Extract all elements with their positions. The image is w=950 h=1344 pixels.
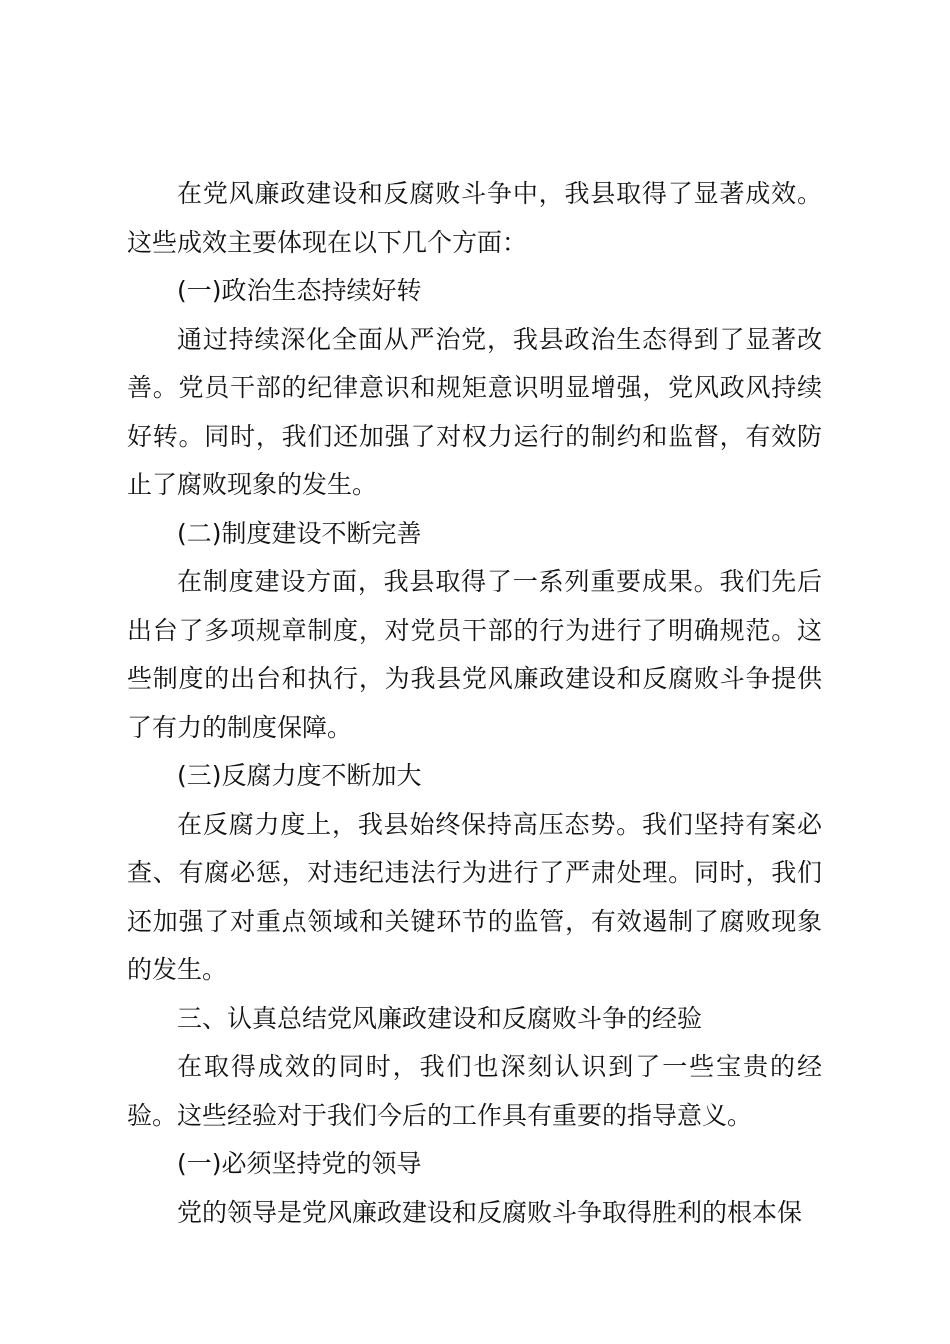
- section-heading: (一)政治生态持续好转: [177, 276, 422, 305]
- section-heading: (二)制度建设不断完善: [177, 518, 422, 548]
- body-paragraph: 党的领导是党风廉政建设和反腐败斗争取得胜利的根本保: [177, 1197, 803, 1227]
- section-heading: (一)必须坚持党的领导: [177, 1149, 422, 1178]
- body-paragraph: 在反腐力度上，我县始终保持高压态势。我们坚持有案必查、有腐必惩，对违纪违法行为进行了严肃处理。同时，我们还加强了对重点领域和关键环节的监管，有效遏制了腐败现象的发生。: [127, 809, 822, 984]
- body-paragraph: 在党风廉政建设和反腐败斗争中，我县取得了显著成效。这些成效主要体现在以下几个方面：: [127, 179, 822, 257]
- body-paragraph: 通过持续深化全面从严治党，我县政治生态得到了显著改善。党员干部的纪律意识和规矩意识明显增强，党风政风持续好转。同时，我们还加强了对权力运行的制约和监督，有效防止了腐败现象的发生。: [127, 324, 822, 499]
- chapter-heading: 三、认真总结党风廉政建设和反腐败斗争的经验: [177, 1003, 703, 1033]
- body-paragraph: 在制度建设方面，我县取得了一系列重要成果。我们先后出台了多项规章制度，对党员干部的行为进行了明确规范。这些制度的出台和执行，为我县党风廉政建设和反腐败斗争提供了有力的制度保障。: [127, 567, 822, 742]
- document-body: [127, 170, 822, 1237]
- section-heading: (三)反腐力度不断加大: [177, 761, 422, 790]
- body-paragraph: 在取得成效的同时，我们也深刻认识到了一些宝贵的经验。这些经验对于我们今后的工作具有重要的指导意义。: [127, 1052, 822, 1130]
